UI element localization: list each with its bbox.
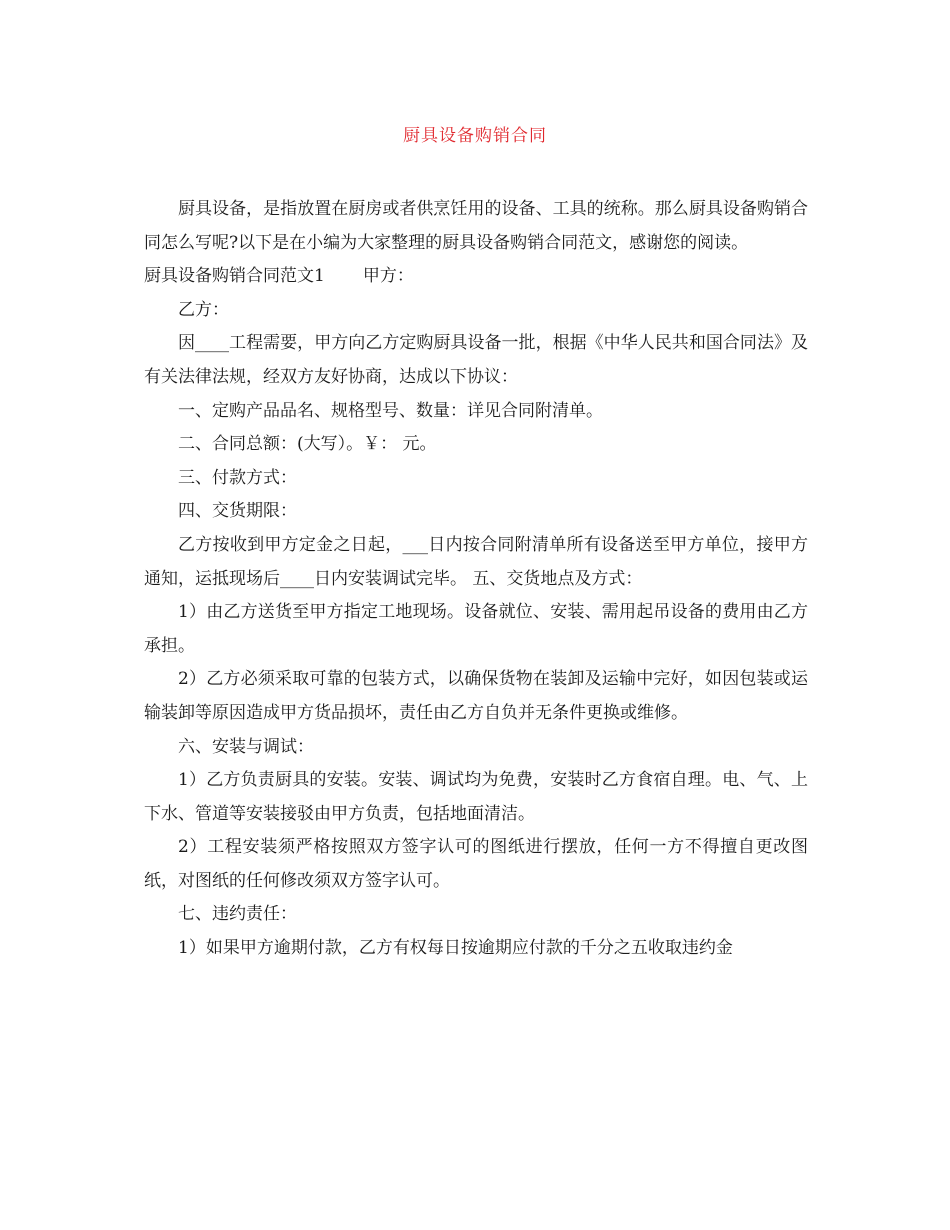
clause-1: 一、定购产品品名、规格型号、数量：详见合同附清单。 — [178, 400, 603, 421]
clause-5-item-1: 1）由乙方送货至甲方指定工地现场。设备就位、安装、需用起吊设备的费用由乙方承担。 — [144, 602, 808, 656]
sample-heading-line — [144, 260, 808, 294]
delivery-paragraph: 乙方按收到甲方定金之日起，___日内按合同附清单所有设备送至甲方单位，接甲方通知，运抵现场后____日内安装调试完毕。 五、交货地点及方式： — [144, 534, 808, 589]
preamble-paragraph: 因____工程需要，甲方向乙方定购厨具设备一批，根据《中华人民共和国合同法》及有关法律法规，经双方友好协商，达成以下协议： — [144, 333, 808, 387]
clause-6-item-2: 2）工程安装须严格按照双方签字认可的图纸进行摆放，任何一方不得擅自更改图纸，对图纸的任何修改须双方签字认可。 — [144, 837, 808, 891]
intro-paragraph: 厨具设备，是指放置在厨房或者供烹饪用的设备、工具的统称。那么厨具设备购销合同怎么写呢?以下是在小编为大家整理的厨具设备购销合同范文，感谢您的阅读。 — [144, 199, 808, 253]
document-title: 厨具设备购销合同 — [403, 126, 547, 146]
clause-7: 七、违约责任： — [178, 904, 297, 925]
clause-3: 三、付款方式： — [178, 467, 297, 488]
clause-7-item-1: 1）如果甲方逾期付款，乙方有权每日按逾期应付款的千分之五收取违约金 — [178, 938, 733, 959]
sample-heading: 厨具设备购销合同范文1 — [144, 266, 325, 287]
clause-2: 二、合同总额：(大写）。￥： 元。 — [178, 434, 437, 455]
clause-6-item-1: 1）乙方负责厨具的安装。安装、调试均为免费，安装时乙方食宿自理。电、气、上下水、管道等安装接驳由甲方负责，包括地面清洁。 — [144, 770, 808, 824]
document-body — [144, 193, 808, 966]
party-b-label: 乙方： — [178, 299, 229, 320]
clause-6: 六、安装与调试： — [178, 736, 314, 757]
clause-5-item-2: 2）乙方必须采取可靠的包装方式，以确保货物在装卸及运输中完好，如因包装或运输装卸等原因造成甲方货品损坏，责任由乙方自负并无条件更换或维修。 — [144, 669, 808, 723]
party-a-label: 甲方： — [362, 266, 414, 287]
clause-4: 四、交货期限： — [178, 501, 297, 522]
